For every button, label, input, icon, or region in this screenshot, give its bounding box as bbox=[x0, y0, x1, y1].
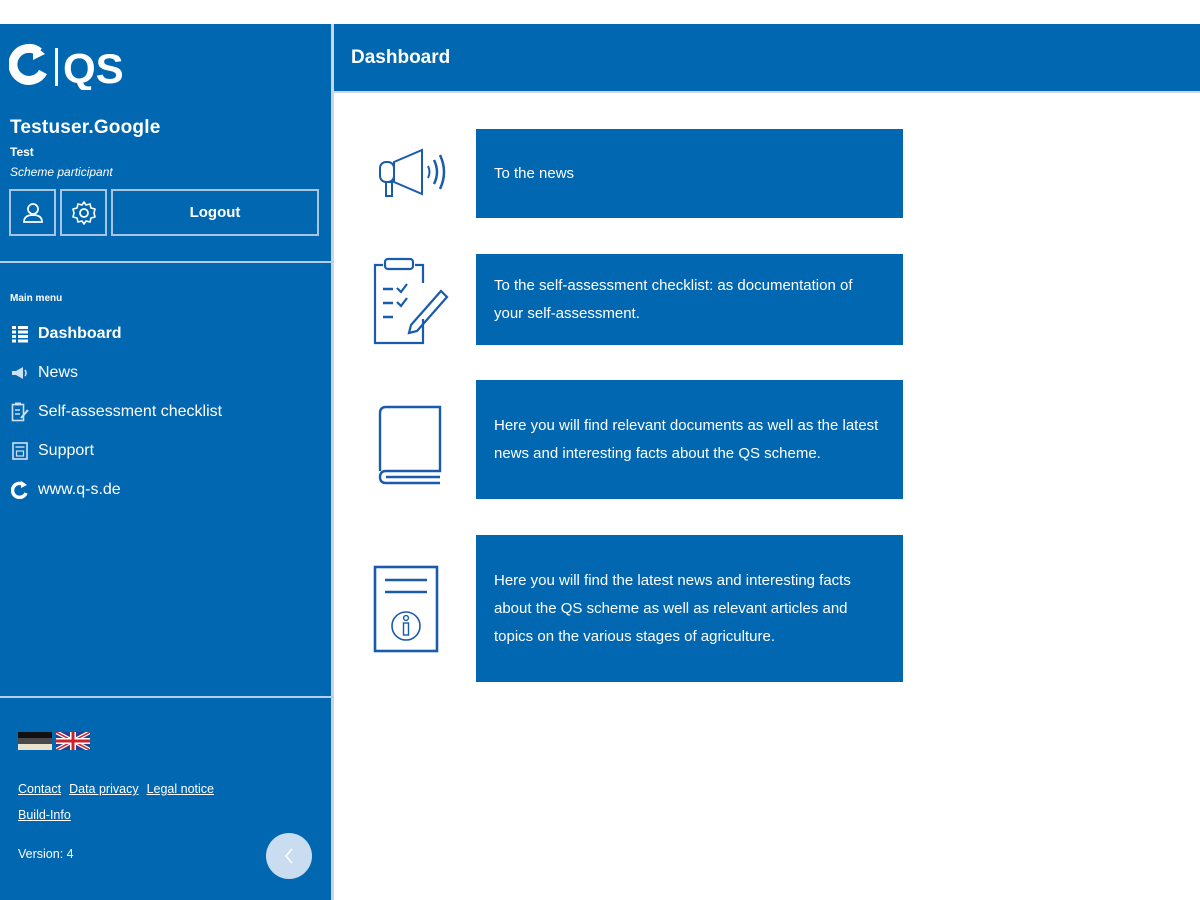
legal-notice-link[interactable]: Legal notice bbox=[146, 782, 214, 796]
tile-text: Here you will find relevant documents as well as the latest news and interesting facts about the QS scheme. bbox=[494, 416, 879, 462]
dashboard-row-info bbox=[356, 535, 916, 682]
dashboard-row-documents bbox=[356, 380, 916, 499]
megaphone-icon bbox=[10, 363, 30, 383]
german-flag-icon[interactable] bbox=[18, 732, 52, 750]
sidebar-divider bbox=[0, 261, 334, 263]
qs-logo[interactable] bbox=[9, 42, 149, 90]
document-icon bbox=[10, 441, 30, 461]
sidebar-item-label: Dashboard bbox=[38, 324, 122, 342]
list-icon bbox=[10, 324, 30, 344]
top-bar bbox=[334, 24, 1200, 93]
info-tile[interactable] bbox=[476, 535, 903, 682]
user-name: Testuser.Google bbox=[10, 117, 161, 138]
collapse-sidebar-button[interactable] bbox=[266, 833, 312, 879]
user-actions bbox=[9, 189, 319, 236]
sidebar-item-website[interactable] bbox=[10, 470, 320, 509]
sidebar-divider bbox=[0, 696, 334, 698]
sidebar-item-label: News bbox=[38, 363, 79, 381]
dashboard-row-checklist bbox=[356, 254, 916, 345]
uk-flag-icon[interactable] bbox=[56, 732, 90, 750]
menu-title: Main menu bbox=[10, 293, 63, 304]
user-icon bbox=[22, 202, 44, 224]
sidebar-item-label: Support bbox=[38, 441, 95, 459]
tile-text: To the news bbox=[494, 164, 575, 182]
settings-button[interactable] bbox=[60, 189, 107, 236]
gear-icon bbox=[71, 200, 97, 226]
build-info-link[interactable]: Build-Info bbox=[18, 808, 71, 822]
chevron-left-icon bbox=[282, 846, 296, 866]
data-privacy-link[interactable]: Data privacy bbox=[69, 782, 139, 796]
main-menu bbox=[10, 314, 320, 509]
sidebar-item-label: Self-assessment checklist bbox=[38, 402, 223, 420]
sidebar-item-label: www.q-s.de bbox=[38, 480, 121, 498]
language-switcher bbox=[18, 732, 90, 750]
page-title: Dashboard bbox=[351, 47, 451, 68]
megaphone-icon bbox=[356, 129, 456, 218]
user-role: Scheme participant bbox=[10, 165, 113, 179]
logout-button[interactable]: Logout bbox=[111, 189, 319, 236]
clipboard-checklist-icon bbox=[356, 254, 456, 345]
version-label: Version: 4 bbox=[18, 847, 74, 861]
qs-logo-icon bbox=[10, 480, 30, 500]
user-organization: Test bbox=[10, 145, 34, 159]
book-icon bbox=[356, 380, 456, 499]
checklist-icon bbox=[10, 402, 30, 422]
tile-text: Here you will find the latest news and interesting facts about the QS scheme as well as relevant articles and topics on the various stages of agriculture. bbox=[494, 571, 851, 645]
tile-text: To the self-assessment checklist: as documentation of your self-assessment. bbox=[494, 276, 853, 322]
sidebar-item-dashboard[interactable] bbox=[10, 314, 320, 353]
news-tile[interactable] bbox=[476, 129, 903, 218]
svg-text:QS: QS bbox=[63, 45, 124, 90]
sidebar-item-news[interactable] bbox=[10, 353, 320, 392]
documents-tile[interactable] bbox=[476, 380, 903, 499]
sidebar bbox=[0, 24, 334, 900]
sidebar-item-self-assessment-checklist[interactable] bbox=[10, 392, 320, 431]
dashboard-row-news bbox=[356, 129, 916, 218]
profile-button[interactable] bbox=[9, 189, 56, 236]
info-document-icon bbox=[356, 535, 456, 682]
contact-link[interactable]: Contact bbox=[18, 782, 62, 796]
qs-logo-icon bbox=[9, 42, 149, 90]
checklist-tile[interactable] bbox=[476, 254, 903, 345]
footer-links bbox=[18, 776, 318, 828]
sidebar-item-support[interactable] bbox=[10, 431, 320, 470]
